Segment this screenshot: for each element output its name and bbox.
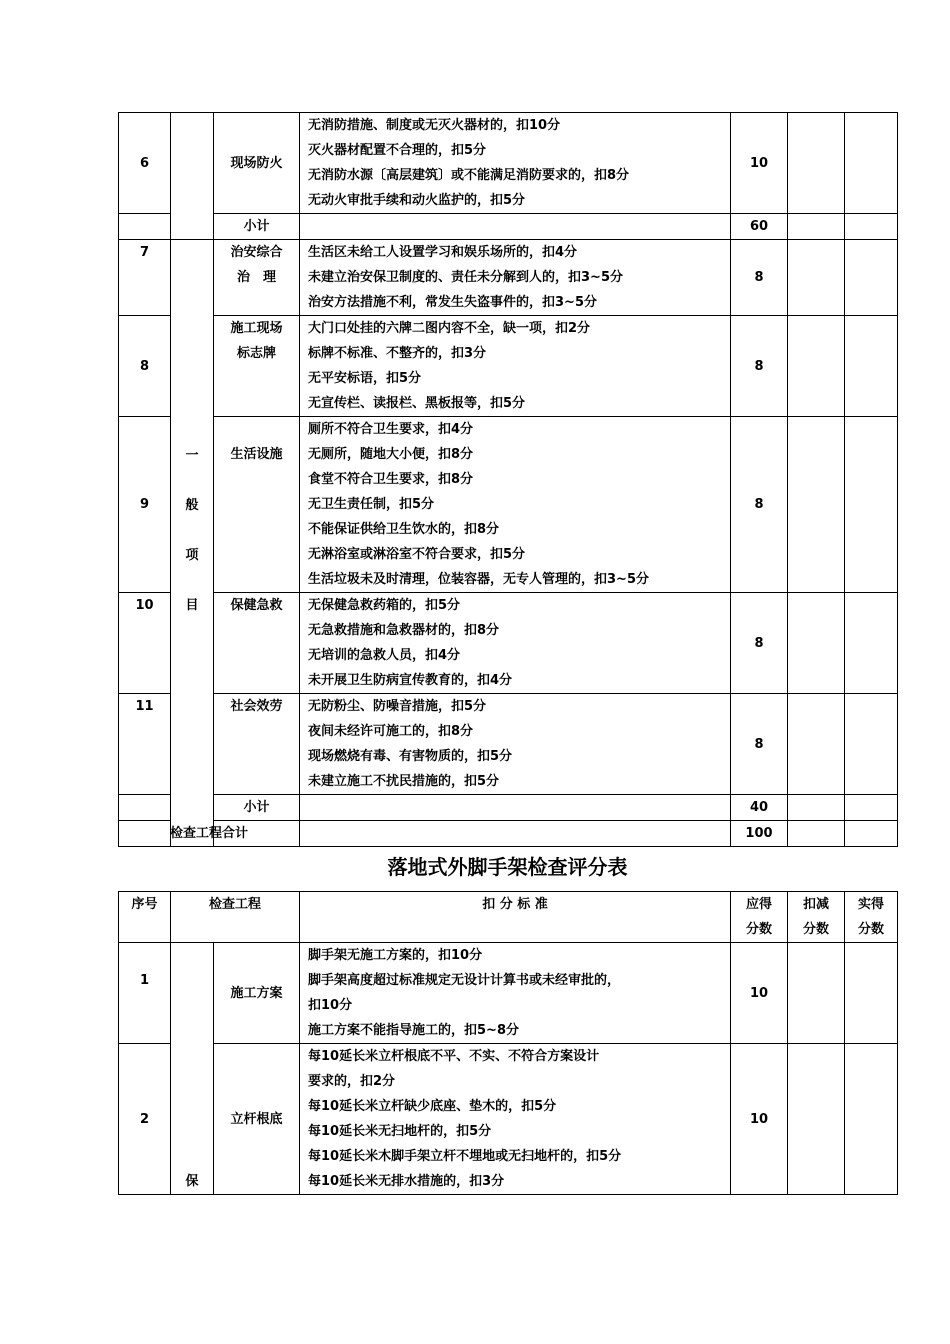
table-row <box>119 694 898 795</box>
criteria-cell: 脚手架无施工方案的，扣10分 脚手架高度超过标准规定无设计计算书或未经审批的， 扣10分 施工方案不能指导施工的，扣5~8分 <box>300 943 731 1044</box>
row-number: 8 <box>119 316 171 417</box>
row-number: 11 <box>119 694 171 795</box>
deduct-cell <box>788 821 845 847</box>
criteria-cell: 每10延长米立杆根底不平、不实、不符合方案设计 要求的，扣2分 每10延长米立杆缺少底座、垫木的，扣5分 每10延长米无扫地杆的，扣5分 每10延长米木脚手架立杆不埋地或无扫地杆的，扣5分 每10延长米无排水措施的，扣3分 <box>300 1044 731 1195</box>
item-name: 生活设施 <box>214 417 300 593</box>
deduct-cell <box>788 795 845 821</box>
header-row <box>119 892 898 943</box>
fire-safety-score-table <box>118 112 898 847</box>
table-row <box>119 943 898 1044</box>
score-cell: 8 <box>731 316 788 417</box>
item-name: 保健急救 <box>214 593 300 694</box>
deduct-cell <box>788 1044 845 1195</box>
criteria-cell: 无防粉尘、防噪音措施，扣5分 夜间未经许可施工的，扣8分 现场燃烧有毒、有害物质的，扣5分 未建立施工不扰民措施的，扣5分 <box>300 694 731 795</box>
criteria-cell <box>300 821 731 847</box>
item-name: 施工现场 标志牌 <box>214 316 300 417</box>
item-name: 社会效劳 <box>214 694 300 795</box>
criteria-cell <box>300 795 731 821</box>
score-cell: 8 <box>731 593 788 694</box>
subtotal-label: 小计 <box>214 795 300 821</box>
table-row <box>119 1044 898 1195</box>
total-row <box>119 821 898 847</box>
total-label: 检查工程合计 <box>119 821 300 847</box>
criteria-cell: 厕所不符合卫生要求，扣4分 无厕所，随地大小便，扣8分 食堂不符合卫生要求，扣8分 无卫生责任制，扣5分 不能保证供给卫生饮水的，扣8分 无淋浴室或淋浴室不符合要求，扣5分 生活垃圾未及时清理，位装容器，无专人管理的，扣3~5分 <box>300 417 731 593</box>
table-row <box>119 240 898 316</box>
header-item: 检查工程 <box>171 892 300 943</box>
row-number: 9 <box>119 417 171 593</box>
table-row <box>119 417 898 593</box>
score-cell: 60 <box>731 214 788 240</box>
item-name: 立杆根底 <box>214 1044 300 1195</box>
row-number: 2 <box>119 1044 171 1195</box>
score-cell: 40 <box>731 795 788 821</box>
actual-cell <box>845 795 898 821</box>
header-deduct: 扣减 分数 <box>788 892 845 943</box>
row-number <box>119 795 171 821</box>
scaffold-score-table <box>118 891 898 1195</box>
subtotal-row <box>119 795 898 821</box>
score-cell: 8 <box>731 417 788 593</box>
total-score: 100 <box>731 821 788 847</box>
score-cell: 8 <box>731 240 788 316</box>
criteria-cell: 无保健急救药箱的，扣5分 无急救措施和急救器材的，扣8分 无培训的急救人员，扣4分 未开展卫生防病宣传教育的，扣4分 <box>300 593 731 694</box>
criteria-cell: 大门口处挂的六牌二图内容不全，缺一项，扣2分 标牌不标准、不整齐的，扣3分 无平安标语，扣5分 无宣传栏、读报栏、黑板报等，扣5分 <box>300 316 731 417</box>
criteria-cell: 生活区未给工人设置学习和娱乐场所的，扣4分 未建立治安保卫制度的、责任未分解到人的，扣3~5分 治安方法措施不利，常发生失盗事件的，扣3~5分 <box>300 240 731 316</box>
score-cell: 10 <box>731 943 788 1044</box>
item-name: 治安综合 治 理 <box>214 240 300 316</box>
row-number: 1 <box>119 943 171 1044</box>
header-no: 序号 <box>119 892 171 943</box>
actual-cell <box>845 316 898 417</box>
subtotal-label: 小计 <box>214 214 300 240</box>
deduct-cell <box>788 113 845 214</box>
actual-cell <box>845 417 898 593</box>
row-number: 10 <box>119 593 171 694</box>
score-cell: 10 <box>731 1044 788 1195</box>
header-criteria: 扣 分 标 准 <box>300 892 731 943</box>
table-row <box>119 113 898 214</box>
deduct-cell <box>788 943 845 1044</box>
criteria-cell: 无消防措施、制度或无灭火器材的，扣10分 灭火器材配置不合理的，扣5分 无消防水源〔高层建筑〕或不能满足消防要求的，扣8分 无动火审批手续和动火监护的，扣5分 <box>300 113 731 214</box>
row-number: 6 <box>119 113 171 214</box>
table-row <box>119 316 898 417</box>
group-label-general: 一 般 项 目 <box>171 240 214 847</box>
item-name: 现场防火 <box>214 113 300 214</box>
actual-cell <box>845 943 898 1044</box>
deduct-cell <box>788 214 845 240</box>
deduct-cell <box>788 417 845 593</box>
header-score: 应得 分数 <box>731 892 788 943</box>
actual-cell <box>845 593 898 694</box>
group-cell-empty <box>171 113 214 240</box>
actual-cell <box>845 240 898 316</box>
header-actual: 实得 分数 <box>845 892 898 943</box>
deduct-cell <box>788 694 845 795</box>
score-cell: 10 <box>731 113 788 214</box>
table-row <box>119 593 898 694</box>
scaffold-table-title: 落地式外脚手架检查评分表 <box>387 855 628 879</box>
item-name: 施工方案 <box>214 943 300 1044</box>
criteria-cell <box>300 214 731 240</box>
deduct-cell <box>788 240 845 316</box>
subtotal-row <box>119 214 898 240</box>
row-number: 7 <box>119 240 171 316</box>
deduct-cell <box>788 593 845 694</box>
actual-cell <box>845 694 898 795</box>
actual-cell <box>845 821 898 847</box>
score-cell: 8 <box>731 694 788 795</box>
actual-cell <box>845 113 898 214</box>
row-number <box>119 214 171 240</box>
actual-cell <box>845 1044 898 1195</box>
deduct-cell <box>788 316 845 417</box>
group-label-guarantee: 保 <box>171 943 214 1195</box>
actual-cell <box>845 214 898 240</box>
